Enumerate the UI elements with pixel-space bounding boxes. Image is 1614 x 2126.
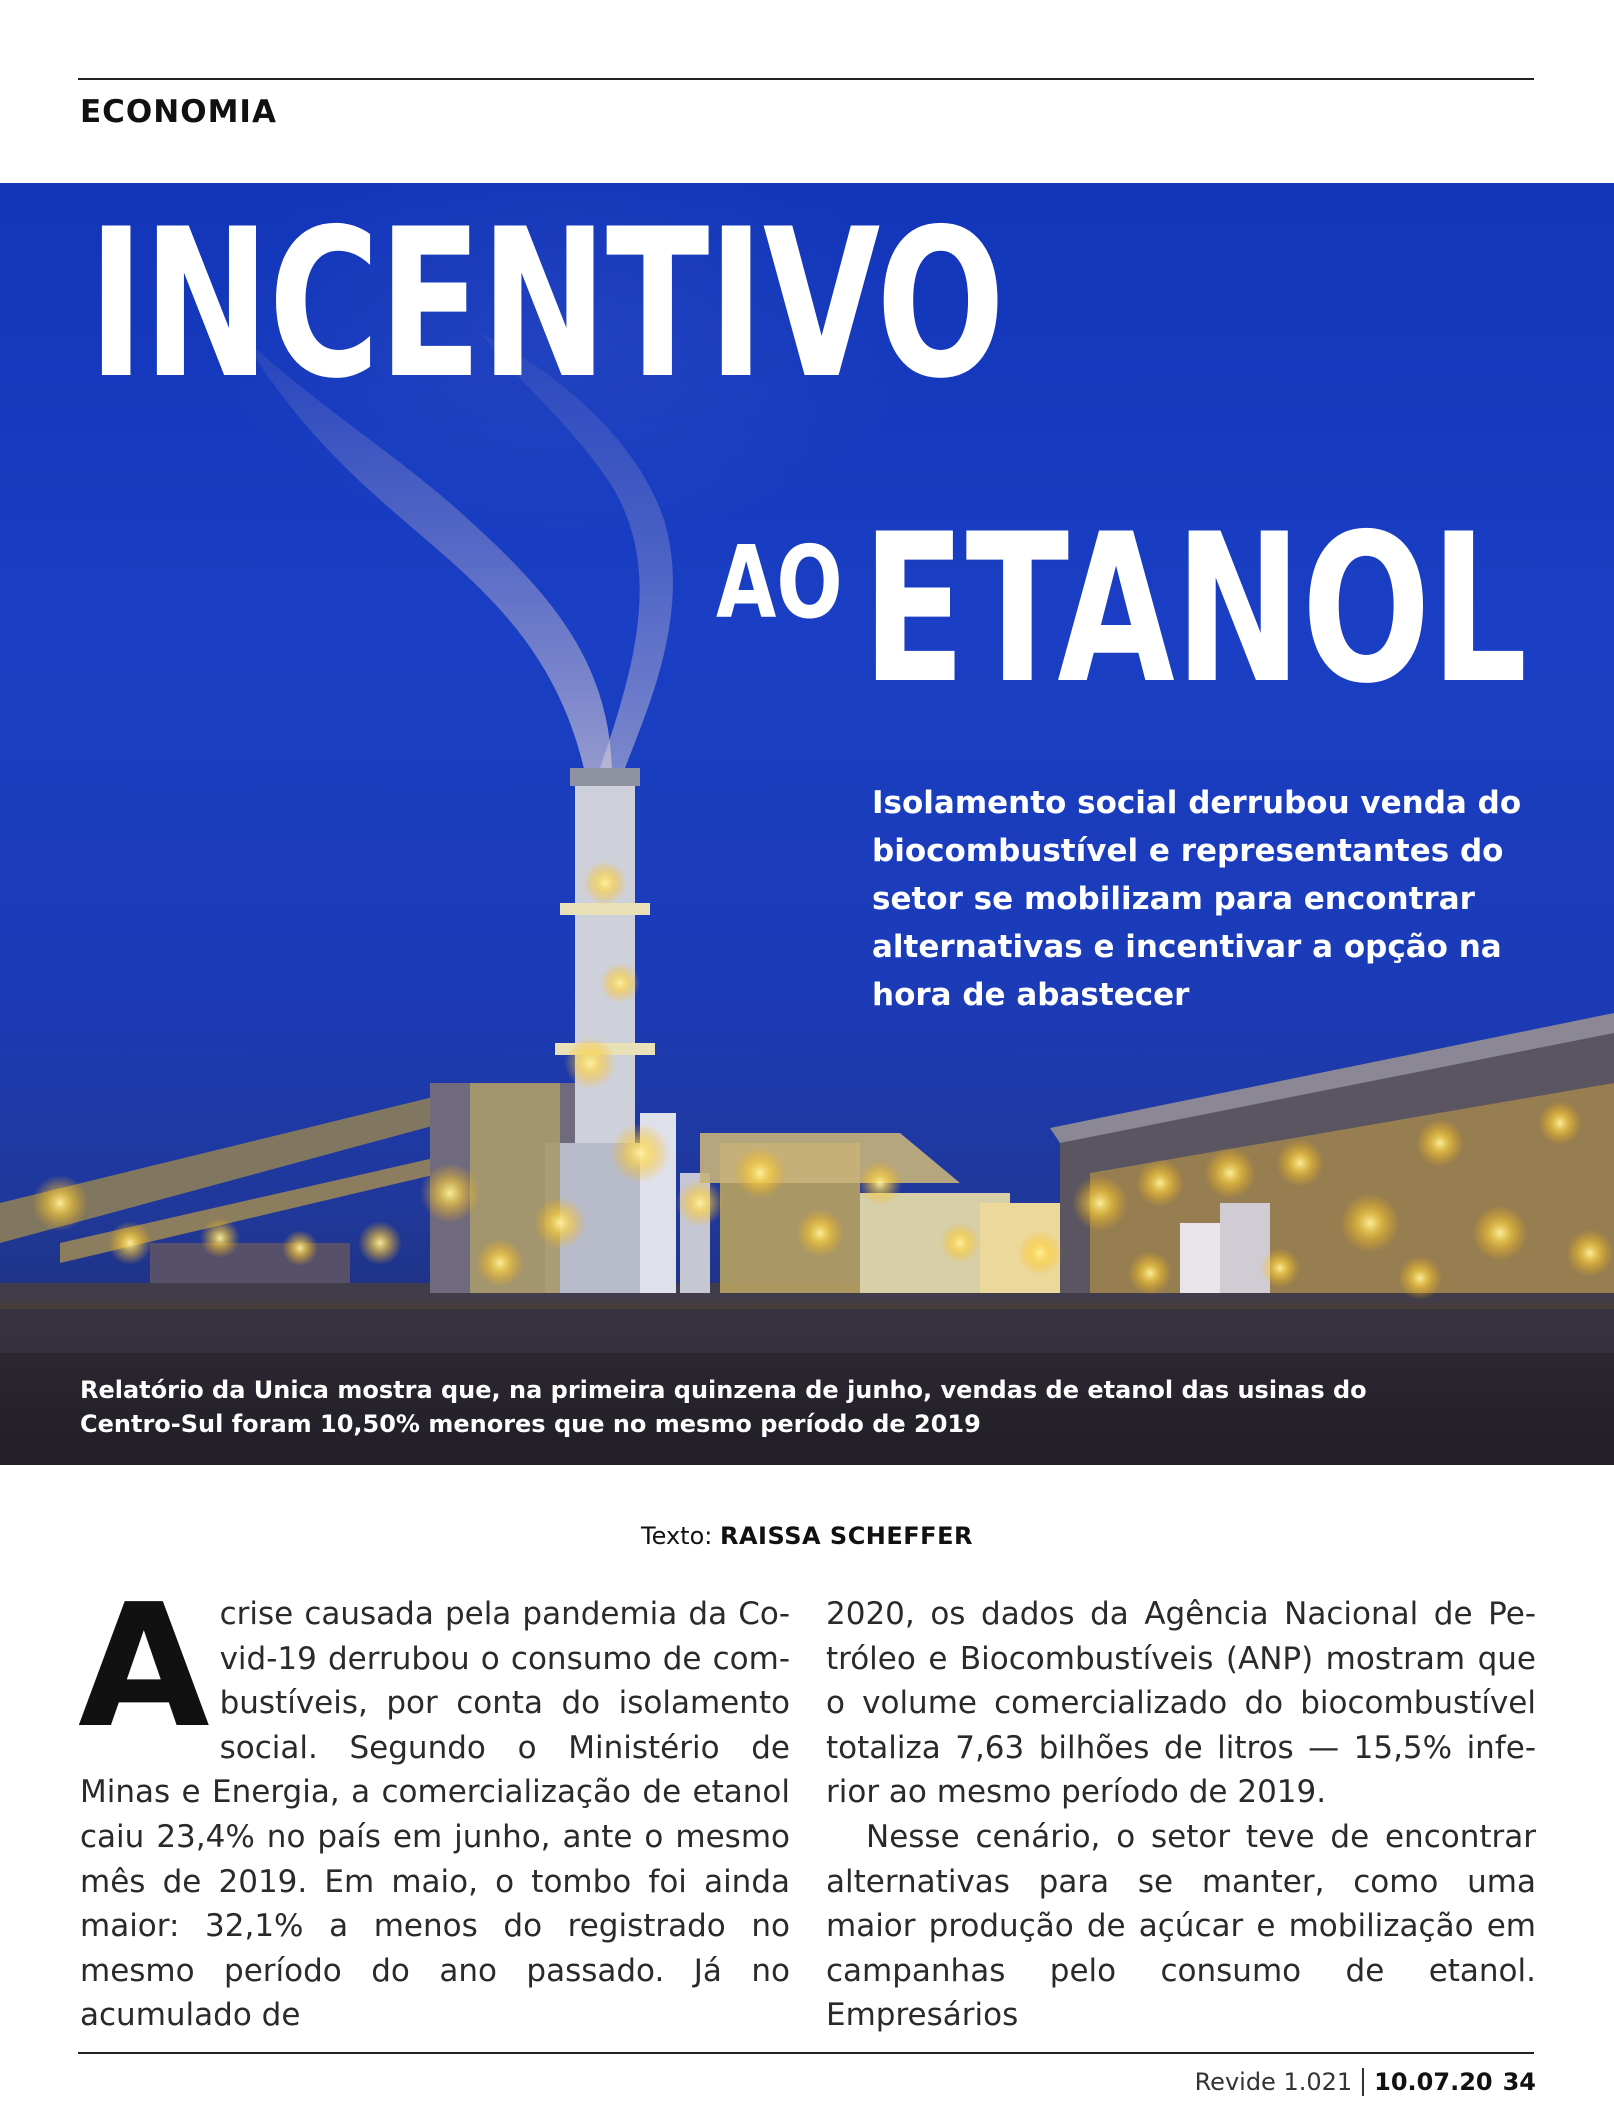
article-column-right bbox=[826, 1592, 1536, 2038]
byline bbox=[0, 1522, 1614, 1550]
article-paragraph bbox=[78, 1568, 790, 2038]
drop-cap: A bbox=[78, 1568, 210, 1766]
article-paragraph: 2020, os dados da Agência Nacional de Petróleo e Biocombustíveis (ANP) mostram que o volume comercializado do biocombustível totaliza 7,63 bilhões de litros — 15,5% inferior ao mesmo período de 2019. bbox=[826, 1596, 1536, 1811]
article-column-left bbox=[78, 1568, 790, 2038]
page-footer bbox=[1195, 2068, 1536, 2096]
byline-author: RAISSA SCHEFFER bbox=[720, 1522, 973, 1550]
bottom-rule bbox=[78, 2052, 1534, 2054]
paragraph-text: crise causada pela pandemia da Covid-19 derrubou o consumo de combustíveis, por conta do isolamento social. Segundo o Ministério de Minas e Energia, a comercialização de etanol caiu 23,4% no país em junho, ante o mesmo mês de 2019. Em maio, o tombo foi ainda maior: 32,1% a menos do registrado no mesmo período do ano passado. Já no acumulado de bbox=[80, 1596, 790, 2034]
footer-separator bbox=[1362, 2068, 1364, 2096]
top-rule bbox=[78, 78, 1534, 80]
hero-photo bbox=[0, 183, 1614, 1465]
deck-subtitle: Isolamento social derrubou venda do biocombustível e representantes do setor se mobilizam para encontrar alternativas e incentivar a opção na hora de abastecer bbox=[872, 785, 1522, 1013]
issue-date: 10.07.20 bbox=[1374, 2068, 1493, 2096]
photo-caption: Relatório da Unica mostra que, na primeira quinzena de junho, vendas de etanol das usinas do Centro-Sul foram 10,50% menores que no mesmo período de 2019 bbox=[80, 1376, 1367, 1438]
byline-prefix: Texto: bbox=[641, 1522, 713, 1550]
page-number: 34 bbox=[1502, 2068, 1536, 2096]
article-paragraph: Nesse cenário, o setor teve de encontrar alternativas para se manter, como uma maior produção de açúcar e mobilização em campanhas pelo consumo de etanol. Empresários bbox=[826, 1818, 1536, 2034]
publication-name: Revide 1.021 bbox=[1194, 2068, 1353, 2096]
section-label: ECONOMIA bbox=[80, 94, 277, 130]
headline-connector: AO bbox=[716, 524, 843, 641]
headline-line-2: ETANOL bbox=[862, 491, 1528, 729]
headline-line-1: INCENTIVO bbox=[88, 186, 1004, 424]
